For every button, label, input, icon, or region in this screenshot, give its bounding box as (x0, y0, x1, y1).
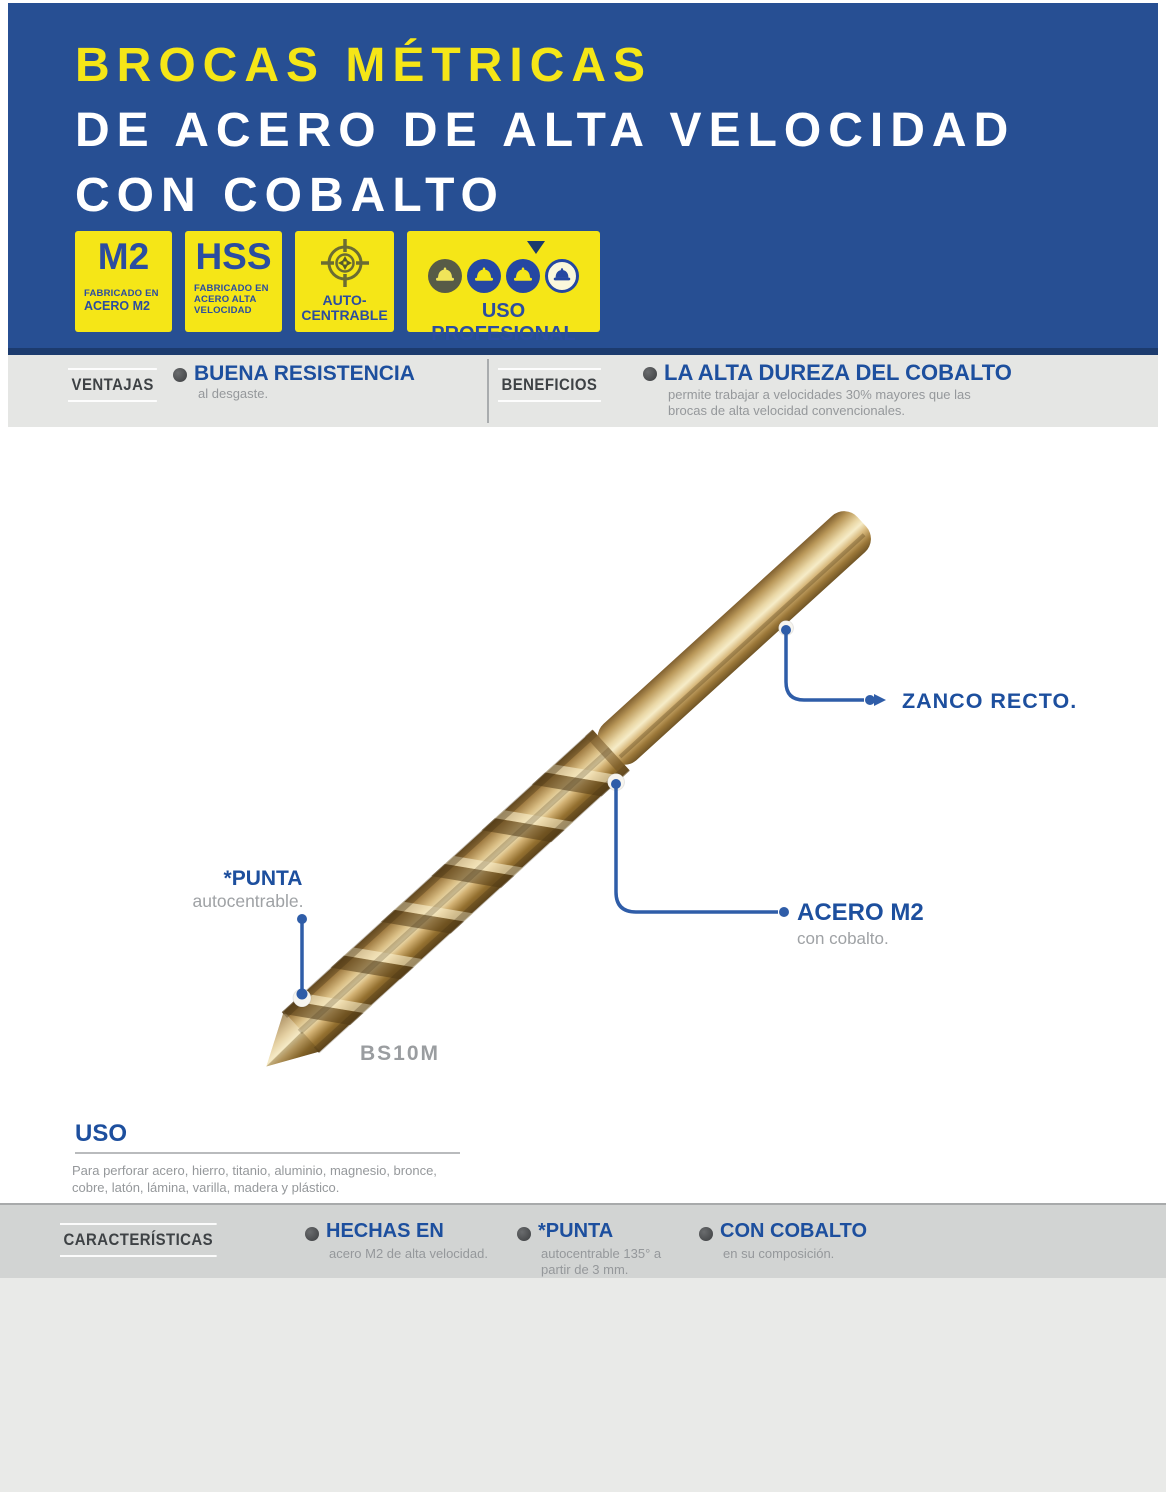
hard-hat-icons (407, 259, 600, 293)
callout-dot (779, 907, 789, 917)
bullet-icon (643, 367, 657, 381)
badge-auto-label1: AUTO- (322, 292, 367, 308)
punta-callout-detail: autocentrable. (192, 891, 304, 911)
badge-autocentrable (295, 231, 394, 332)
callout-arrow-icon (874, 694, 886, 706)
callout-dot (865, 695, 875, 705)
crosshair-target-icon (319, 237, 371, 289)
bullet-icon (517, 1227, 531, 1241)
drill-bit-image (246, 501, 881, 1086)
ventajas-headline: BUENA RESISTENCIA (194, 362, 415, 385)
uso-paragraph (72, 1162, 437, 1196)
hard-hat-icon (428, 259, 462, 293)
callout-dot (297, 914, 307, 924)
hard-hat-icon (467, 259, 501, 293)
bullet-icon (699, 1227, 713, 1241)
beneficios-detail-line1: permite trabajar a velocidades 30% mayores que las (668, 387, 971, 402)
feature-2-headline: *PUNTA (538, 1220, 614, 1242)
callout-dot (781, 625, 791, 635)
feature-badges (75, 231, 600, 345)
badge-m2 (75, 231, 172, 332)
feature-3-headline: CON COBALTO (720, 1220, 868, 1242)
caracteristicas-label: CARACTERÍSTICAS (60, 1223, 217, 1257)
zanco-callout-label: ZANCO RECTO. (902, 689, 1078, 713)
badge-hss-sub1: FABRICADO EN (194, 283, 269, 294)
feature-2-detail-line1: autocentrable 135° a (541, 1246, 662, 1261)
uso-line1: Para perforar acero, hierro, titanio, aluminio, magnesio, bronce, (72, 1163, 437, 1178)
bullet-icon (305, 1227, 319, 1241)
beneficios-headline: LA ALTA DUREZA DEL COBALTO (664, 360, 1012, 385)
uso-line2: cobre, latón, lámina, varilla, madera y plástico. (72, 1180, 340, 1195)
selection-pointer-icon (527, 241, 545, 254)
acero-callout-label: ACERO M2 (797, 899, 924, 926)
ventajas-detail: al desgaste. (198, 386, 269, 401)
callout-dot (611, 779, 621, 789)
hard-hat-icon (506, 259, 540, 293)
bottom-panel (0, 1278, 1166, 1492)
badge-auto-label2: CENTRABLE (301, 307, 388, 323)
feature-1-detail (329, 1246, 488, 1262)
punta-callout-label: *PUNTA (223, 867, 303, 890)
product-code: BS10M (360, 1042, 441, 1065)
header-banner (8, 3, 1158, 348)
characteristics-bar (0, 1203, 1166, 1278)
ventajas-label: VENTAJAS (68, 368, 157, 402)
badge-m2-label: M2 (97, 236, 150, 277)
zanco-callout-line (786, 632, 864, 700)
badge-uso-label: USO PROFESIONAL (431, 300, 576, 345)
acero-callout-line (616, 786, 778, 912)
feature-1-detail-line1: acero M2 de alta velocidad. (329, 1246, 488, 1261)
badge-uso-profesional (407, 231, 600, 345)
badge-m2-sub2: ACERO M2 (84, 299, 150, 313)
badge-hss (185, 231, 282, 332)
title-line-1: BROCAS MÉTRICAS (75, 39, 653, 92)
feature-3-detail-line1: en su composición. (723, 1246, 835, 1261)
page-title (75, 33, 1015, 228)
feature-2-detail (541, 1246, 661, 1278)
feature-2-detail-line2: partir de 3 mm. (541, 1262, 629, 1277)
badge-hss-label: HSS (195, 236, 272, 277)
beneficios-detail (668, 387, 971, 419)
title-line-3: CON COBALTO (75, 169, 505, 222)
uso-title: USO (75, 1120, 128, 1147)
title-line-2: DE ACERO DE ALTA VELOCIDAD (75, 104, 1016, 157)
feature-1-headline: HECHAS EN (326, 1220, 444, 1242)
callout-dot (297, 989, 308, 1000)
hard-hat-icon (545, 259, 579, 293)
header-divider (8, 348, 1158, 355)
badge-m2-sub1: FABRICADO EN (84, 288, 159, 299)
advantages-bar (8, 355, 1158, 427)
badge-hss-sub2: ACERO ALTA (194, 294, 257, 305)
badge-hss-sub3: VELOCIDAD (194, 305, 252, 316)
drill-bit-diagram (0, 430, 1166, 1120)
section-divider (487, 359, 489, 423)
uso-underline (75, 1152, 460, 1154)
feature-3-detail (723, 1246, 834, 1262)
beneficios-label: BENEFICIOS (498, 368, 601, 402)
beneficios-detail-line2: brocas de alta velocidad convencionales. (668, 403, 906, 418)
bullet-icon (173, 368, 187, 382)
acero-callout-detail: con cobalto. (797, 929, 889, 948)
